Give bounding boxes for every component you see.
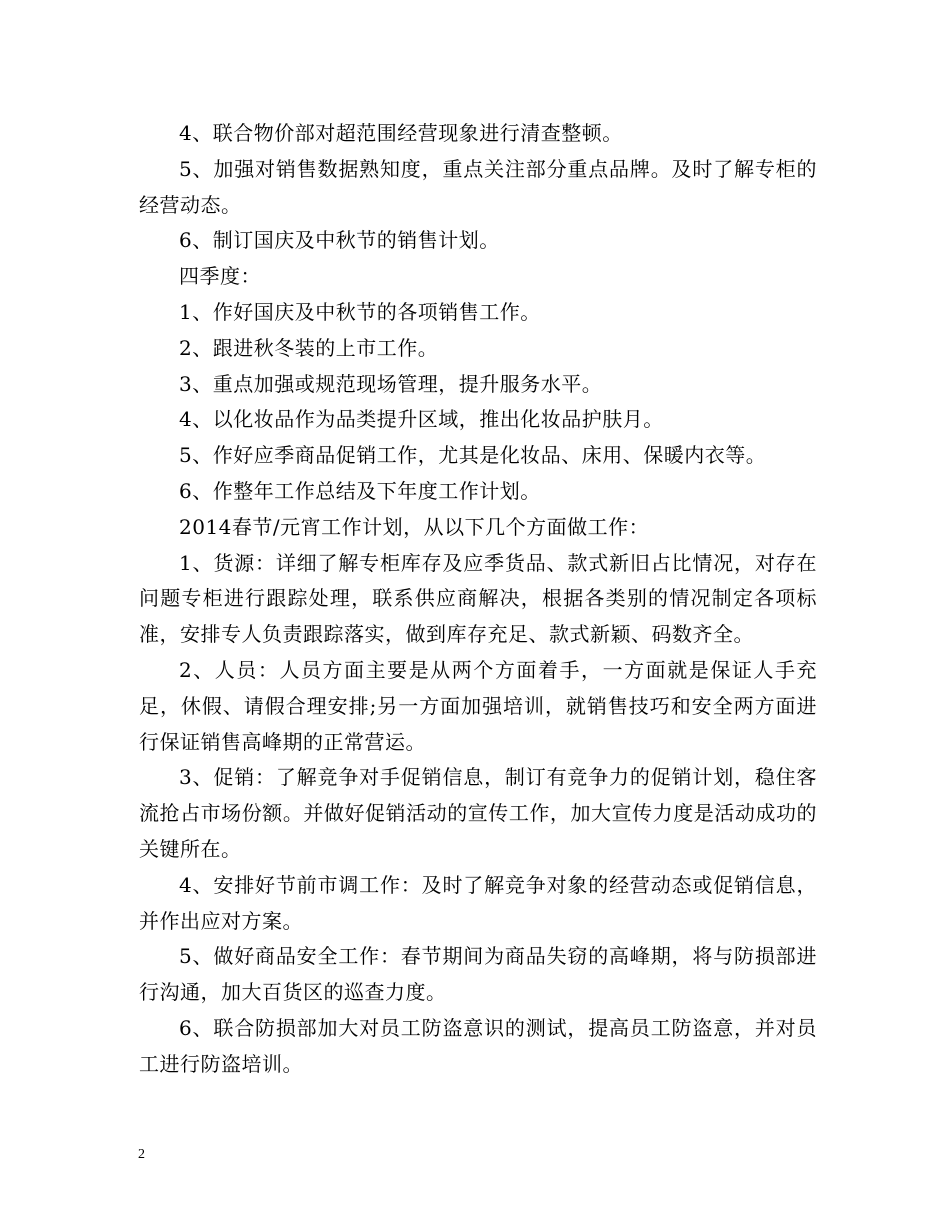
paragraph: 4、安排好节前市调工作：及时了解竞争对象的经营动态或促销信息，并作出应对方案。: [139, 872, 817, 933]
document-body: [139, 116, 817, 1083]
paragraph: 3、促销：了解竞争对手促销信息，制订有竞争力的促销计划，稳住客流抢占市场份额。并做好促销活动的宣传工作，加大宣传力度是活动成功的关键所在。: [139, 765, 817, 861]
paragraph: 6、联合防损部加大对员工防盗意识的测试，提高员工防盗意，并对员工进行防盗培训。: [139, 1015, 817, 1076]
paragraph: 2、人员：人员方面主要是从两个方面着手，一方面就是保证人手充足，休假、请假合理安排;另一方面加强培训，就销售技巧和安全两方面进行保证销售高峰期的正常营运。: [139, 657, 817, 754]
paragraph: 2、跟进秋冬装的上市工作。: [179, 335, 439, 360]
paragraph: 6、制订国庆及中秋节的销售计划。: [179, 228, 500, 253]
paragraph: 6、作整年工作总结及下年度工作计划。: [179, 478, 541, 503]
paragraph: 4、以化妆品作为品类提升区域，推出化妆品护肤月。: [179, 407, 664, 432]
section-heading: 四季度：: [179, 264, 261, 289]
paragraph: 5、作好应季商品促销工作，尤其是化妆品、床用、保暖内衣等。: [179, 443, 767, 468]
paragraph: 1、作好国庆及中秋节的各项销售工作。: [179, 299, 541, 324]
paragraph: 1、货源：详细了解专柜库存及应季货品、款式新旧占比情况，对存在问题专柜进行跟踪处理，联系供应商解决，根据各类别的情况制定各项标准，安排专人负责跟踪落实，做到库存充足、款式新颖、码数齐全。: [139, 550, 817, 647]
paragraph: 5、做好商品安全工作：春节期间为商品失窃的高峰期，将与防损部进行沟通，加大百货区的巡查力度。: [139, 944, 817, 1005]
paragraph: 3、重点加强或规范现场管理，提升服务水平。: [179, 371, 603, 396]
paragraph: 5、加强对销售数据熟知度，重点关注部分重点品牌。及时了解专柜的经营动态。: [139, 156, 817, 217]
paragraph: 4、联合物价部对超范围经营现象进行清查整顿。: [179, 121, 623, 145]
page-number: 2: [138, 1147, 145, 1162]
section-heading: 2014春节/元宵工作计划，从以下几个方面做工作：: [179, 514, 650, 539]
